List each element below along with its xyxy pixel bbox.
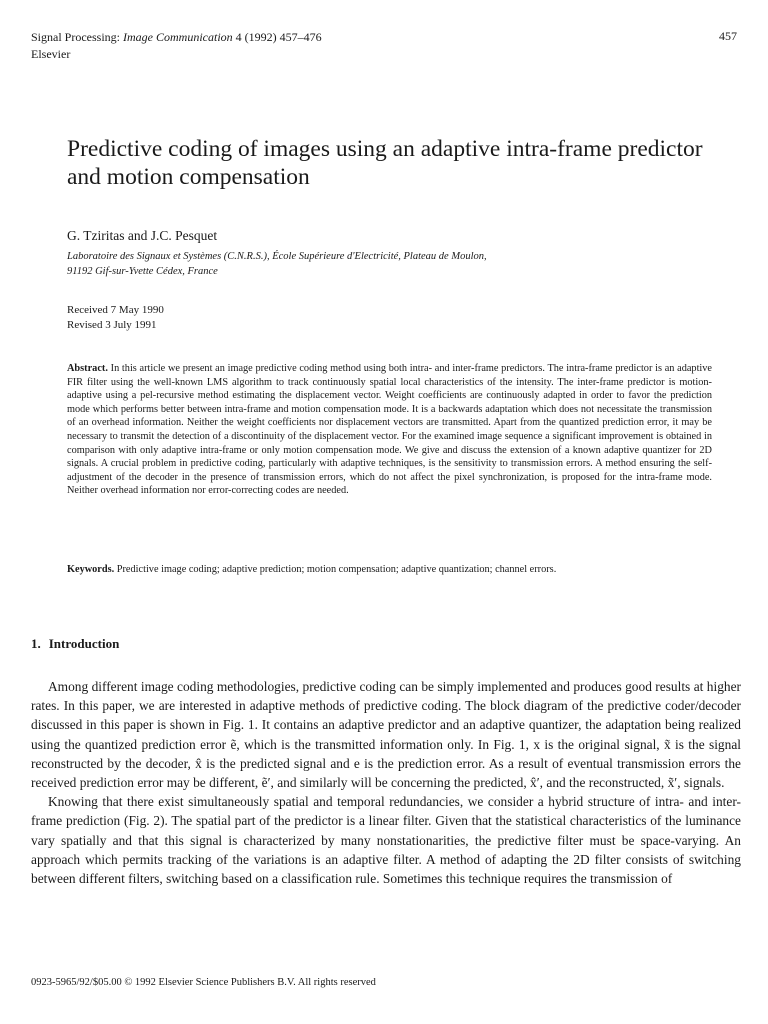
- publisher-name: Elsevier: [31, 47, 71, 61]
- keywords-label: Keywords.: [67, 564, 115, 575]
- journal-citation: [31, 29, 322, 46]
- submission-dates: [67, 303, 164, 333]
- author-list: G. Tziritas and J.C. Pesquet: [67, 228, 218, 243]
- abstract: [67, 362, 712, 498]
- running-head: [31, 29, 322, 63]
- journal-volume: 4 (1992) 457–476: [232, 30, 322, 44]
- journal-prefix: Signal Processing:: [31, 30, 123, 44]
- affiliation-line-1: Laboratoire des Signaux et Systèmes (C.N.R.S.), École Supérieure d'Electricité, Plateau de Moulon,: [67, 251, 487, 262]
- paragraph: Among different image coding methodologies, predictive coding can be simply implemented and produces good results at higher rates. In this paper, we are interested in adaptive methods of predictive coding. The block diagram of the predictive coder/decoder discussed in this paper is shown in Fig. 1. It contains an adaptive predictor and an adaptive quantizer, the adaptation being realized using the quantized prediction error ẽ, which is the transmitted information only. In Fig. 1, x is the original signal, x̃ is the signal reconstructed by the decoder, x̂ is the predicted signal and e is the prediction error. As a result of eventual transmission errors the received prediction error may be different, ẽ′, and similarly will be concerning the predicted, x̂′, and the reconstructed, x̃′, signals.: [31, 679, 741, 791]
- affiliation: [67, 249, 717, 279]
- affiliation-line-2: 91192 Gif-sur-Yvette Cédex, France: [67, 266, 218, 277]
- copyright-footer: 0923-5965/92/$05.00 © 1992 Elsevier Science Publishers B.V. All rights reserved: [31, 977, 376, 988]
- keywords-text: Predictive image coding; adaptive prediction; motion compensation; adaptive quantization; channel errors.: [116, 564, 557, 575]
- page-number: 457: [719, 29, 737, 43]
- keywords: [67, 563, 727, 577]
- section-number: 1.: [31, 636, 41, 651]
- received-date: Received 7 May 1990: [67, 304, 164, 316]
- introduction-body: [31, 677, 741, 888]
- abstract-label: Abstract.: [67, 363, 108, 374]
- abstract-text: In this article we present an image predictive coding method using both intra- and inter-frame predictors. The intra-frame predictor is an adaptive FIR filter using the well-known LMS algorithm to track continuously spatial local characteristics of the intensity. The inter-frame predictor is motion-adaptive using a pel-recursive method estimating the displacement vector. Weight coefficients are continuously adapted in order to favor the prediction mode which performs better between intra-frame and motion compensation mode. It is a backwards adaptation which does not necessitate the transmission of an overhead information. Neither the weight coefficients nor displacement vectors are transmitted. Apart from the quantized prediction error, it may be necessary to transmit the detection of a discontinuity of the displacement vector. For the examined image sequence a significant improvement is obtained in comparison with only adaptive intra-frame or only motion compensation mode. We give and discuss the extension of a known adaptive quantizer for 2D signals. A crucial problem in predictive coding, particularly with adaptive techniques, is the sensitivity to transmission errors. A method ensuring the self-adjustment of the decoder in the presence of transmission errors, which do not affect the pixel synchronization, is proposed for the intra-frame mode. Neither overhead information nor error-correcting codes are needed.: [67, 363, 713, 497]
- journal-title: Image Communication: [123, 30, 233, 44]
- paper-title: Predictive coding of images using an adaptive intra-frame predictor and motion compensation: [67, 136, 703, 190]
- paragraph: Knowing that there exist simultaneously spatial and temporal redundancies, we consider a hybrid structure of intra- and inter-frame prediction (Fig. 2). The spatial part of the predictor is a linear filter. Given that the statistical characteristics of the luminance vary spatially and that this signal is characterized by many nonstationarities, the predictive filter must be space-varying. An approach which permits tracking of the variations is an adaptive filter. A method of adapting the 2D filter consists of switching between different filters, switching based on a classification rule. Sometimes this technique requires the transmission of: [31, 794, 741, 887]
- section-title: Introduction: [48, 636, 120, 651]
- revised-date: Revised 3 July 1991: [67, 319, 157, 331]
- section-heading: [31, 636, 119, 652]
